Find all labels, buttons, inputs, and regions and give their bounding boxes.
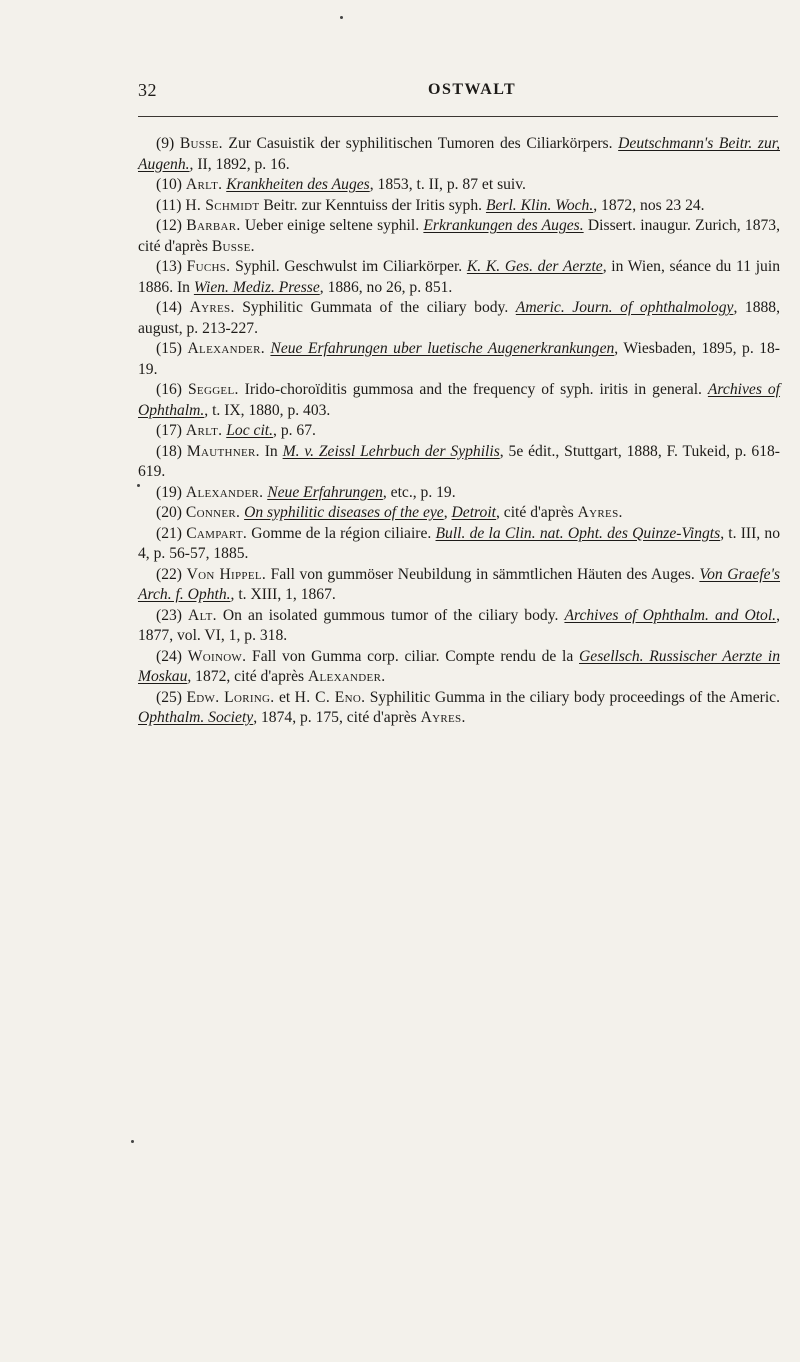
- reference-text: , 1886, no 26, p. 851.: [319, 278, 453, 296]
- reference-entry: [138, 606, 780, 647]
- reference-entry: [138, 298, 780, 339]
- reference-text: , 1872, cité d'après: [187, 668, 308, 685]
- reference-entry: [138, 421, 780, 442]
- reference-number: (11): [156, 196, 182, 214]
- reference-list: [138, 134, 780, 729]
- reference-author: Busse.: [179, 135, 223, 152]
- reference-entry: [138, 688, 780, 729]
- reference-author: Fuchs.: [186, 258, 231, 275]
- reference-text: Fall von Gumma corp. ciliar. Compte rendu de la: [246, 647, 580, 665]
- reference-text: , 1888, august, p. 213-227.: [138, 299, 781, 337]
- reference-entry: [138, 524, 780, 565]
- reference-number: (9): [156, 135, 175, 152]
- reference-entry: [138, 442, 780, 483]
- reference-text: Syphil. Geschwulst im Ciliarkörper.: [230, 258, 467, 275]
- reference-number: (12): [156, 217, 182, 234]
- reference-number: (10): [156, 176, 182, 193]
- reference-text: , 1853, t. II, p. 87 et suiv.: [369, 176, 526, 193]
- reference-source-title: Detroit: [451, 504, 496, 521]
- reference-text: Gomme de la région ciliaire.: [247, 524, 436, 542]
- reference-text: Syphilitic Gummata of the ciliary body.: [234, 299, 516, 316]
- reference-text: , p. 67.: [273, 422, 316, 439]
- reference-number: (25): [156, 688, 182, 706]
- reference-text: , 1877, vol. VI, 1, p. 318.: [138, 606, 780, 644]
- reference-text: Beitr. zur Kenntuiss der Iritis syph.: [259, 196, 486, 214]
- reference-author: Arlt.: [185, 422, 223, 439]
- reference-source-title: Wien. Mediz. Presse: [193, 278, 320, 296]
- reference-source-title: Ophthalm. Society: [138, 709, 254, 726]
- reference-entry: [138, 380, 780, 421]
- reference-source-title: Neue Erfahrungen: [267, 483, 383, 501]
- reference-entry: [138, 257, 780, 298]
- reference-source-title: K. K. Ges. der Aerzte: [466, 258, 603, 275]
- reference-author: Woinow.: [187, 647, 247, 665]
- reference-source-title: Loc cit.: [226, 422, 274, 439]
- reference-text: Dissert. inaugur. Zurich, 1873, cité d'après: [138, 217, 780, 255]
- reference-entry: [138, 483, 780, 504]
- reference-text: Busse.: [211, 237, 255, 255]
- reference-text: Irido-choroïditis gummosa and the frequency of syph. iritis in general.: [238, 381, 708, 398]
- reference-text: On an isolated gummous tumor of the ciliary body.: [216, 606, 565, 624]
- reference-number: (19): [156, 483, 182, 501]
- reference-author: Barbar.: [186, 217, 241, 234]
- reference-text: , t. IX, 1880, p. 403.: [204, 401, 331, 419]
- reference-text: In: [259, 442, 283, 460]
- reference-text: , in Wien, séance du 11 juin 1886. In: [138, 258, 780, 296]
- reference-text: Ayres.: [577, 504, 623, 521]
- reference-entry: [138, 196, 780, 217]
- reference-author: Von Hippel.: [186, 565, 267, 583]
- reference-entry: [138, 339, 780, 380]
- reference-text: , II, 1892, p. 16.: [189, 155, 290, 173]
- reference-text: , 5e édit., Stuttgart, 1888, F. Tukeid, p. 618-619.: [138, 442, 780, 480]
- reference-text: H. C. Eno.: [294, 688, 366, 706]
- reference-source-title: Archives of Ophthalm. and Otol.: [564, 606, 777, 624]
- ink-speck: [131, 1140, 134, 1143]
- reference-number: (18): [156, 442, 182, 460]
- reference-text: , t. III, no 4, p. 56-57, 1885.: [138, 524, 780, 562]
- reference-number: (22): [156, 565, 182, 583]
- reference-entry: [138, 134, 780, 175]
- page-header: [138, 80, 778, 104]
- reference-author: H. Schmidt: [185, 196, 260, 214]
- reference-entry: [138, 647, 780, 688]
- reference-author: Alexander.: [187, 340, 265, 357]
- reference-source-title: Deutschmann's Beitr. zur, Augenh.: [138, 135, 780, 173]
- reference-source-title: Archives of Ophthalm.: [138, 381, 780, 419]
- reference-text: Fall von gummöser Neubildung in sämmtlichen Häuten des Auges.: [266, 565, 700, 583]
- reference-author: Conner.: [185, 504, 241, 521]
- reference-text: , 1872, nos 23 24.: [593, 196, 705, 214]
- reference-author: Alt.: [188, 606, 217, 624]
- reference-source-title: M. v. Zeissl Lehrbuch der Syphilis: [282, 442, 500, 460]
- reference-entry: [138, 565, 780, 606]
- reference-number: (23): [156, 606, 182, 624]
- reference-text: , t. XIII, 1, 1867.: [230, 586, 336, 603]
- header-rule: [138, 116, 778, 117]
- reference-source-title: Krankheiten des Auges: [226, 176, 370, 193]
- reference-entry: [138, 216, 780, 257]
- reference-author: Campart.: [186, 524, 248, 542]
- reference-source-title: Bull. de la Clin. nat. Opht. des Quinze-Vingts: [435, 524, 721, 542]
- reference-author: Mauthner.: [186, 442, 260, 460]
- reference-text: Ueber einige seltene syphil.: [240, 217, 424, 234]
- reference-author: Alexander.: [185, 483, 264, 501]
- reference-number: (24): [156, 647, 182, 665]
- reference-source-title: Berl. Klin. Woch.: [485, 196, 594, 214]
- running-head: OSTWALT: [428, 81, 517, 98]
- reference-number: (14): [156, 299, 182, 316]
- reference-author: Ayres.: [189, 299, 235, 316]
- reference-number: (13): [156, 258, 182, 275]
- reference-number: (17): [156, 422, 182, 439]
- reference-entry: [138, 175, 780, 196]
- reference-text: et: [274, 688, 295, 706]
- reference-number: (21): [156, 524, 182, 542]
- reference-text: , Wiesbaden, 1895, p. 18-19.: [138, 340, 780, 378]
- reference-text: Zur Casuistik der syphilitischen Tumoren des Ciliarkörpers.: [222, 135, 619, 152]
- reference-author: Edw. Loring.: [186, 688, 275, 706]
- reference-text: , 1874, p. 175, cité d'après: [253, 709, 421, 726]
- reference-author: Arlt.: [185, 176, 223, 193]
- reference-source-title: Erkrankungen des Auges.: [423, 217, 584, 234]
- reference-author: Seggel.: [187, 381, 239, 398]
- reference-text: ,: [443, 504, 452, 521]
- reference-source-title: Neue Erfahrungen uber luetische Augenerkrankungen: [270, 340, 615, 357]
- ink-speck: [340, 16, 343, 19]
- reference-text: Ayres.: [420, 709, 466, 726]
- reference-source-title: Americ. Journ. of ophthalmology: [515, 299, 734, 316]
- reference-number: (15): [156, 340, 182, 357]
- reference-source-title: Von Graefe's Arch. f. Ophth.: [138, 565, 781, 603]
- reference-text: Alexander.: [307, 668, 386, 685]
- reference-text: , cité d'après: [496, 504, 578, 521]
- reference-source-title: Gesellsch. Russischer Aerzte in Moskau: [138, 647, 780, 685]
- reference-entry: [138, 503, 780, 524]
- reference-number: (20): [156, 504, 182, 521]
- reference-text: , etc., p. 19.: [382, 483, 456, 501]
- reference-text: Syphilitic Gumma in the ciliary body proceedings of the Americ.: [365, 688, 780, 706]
- reference-number: (16): [156, 381, 182, 398]
- reference-source-title: On syphilitic diseases of the eye: [244, 504, 444, 521]
- ink-speck: [137, 484, 140, 487]
- page-number: 32: [138, 80, 157, 100]
